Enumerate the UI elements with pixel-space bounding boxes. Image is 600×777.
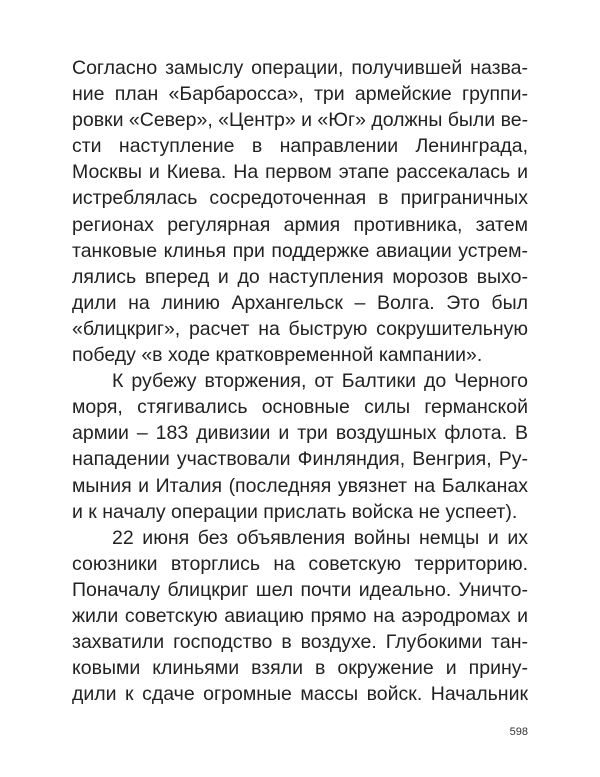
paragraph: [72, 368, 528, 525]
text-line: дили на линию Архангельск – Волга. Это был: [72, 291, 528, 314]
text-line: дили к сдаче огромные массы войск. Начальник: [72, 683, 528, 706]
text-line: Москвы и Киева. На первом этапе рассекалась и: [72, 161, 528, 184]
text-line: регионах регулярная армия противника, затем: [72, 213, 528, 236]
text-line: мыния и Италия (последняя увязнет на Балканах: [72, 474, 528, 497]
text-line: Согласно замыслу операции, получившей назва-: [72, 57, 528, 79]
text-line: захватили господство в воздухе. Глубокими тан-: [72, 631, 528, 654]
text-line: истреблялась сосредоточенная в приграничных: [72, 187, 528, 210]
paragraph: [72, 525, 528, 708]
text-line: победу «в ходе кратковременной кампании».: [72, 344, 483, 367]
text-line: армии – 183 дивизии и три воздушных флота. В: [72, 422, 528, 445]
text-line: ние план «Барбаросса», три армейские группи-: [72, 83, 528, 106]
page-body: [72, 55, 528, 707]
text-line: моря, стягивались основные силы германской: [72, 396, 528, 419]
text-line: лялись вперед и до наступления морозов выхо-: [72, 265, 528, 288]
page-number: 598: [509, 726, 528, 738]
text-line: союзники вторглись на советскую территорию.: [72, 552, 528, 575]
text-line: ровки «Север», «Центр» и «Юг» должны были ве-: [72, 109, 529, 132]
text-line: 22 июня без объявления войны немцы и их: [112, 526, 528, 549]
text-line: танковые клинья при поддержке авиации устрем-: [72, 239, 528, 262]
text-line: К рубежу вторжения, от Балтики до Черного: [112, 370, 528, 393]
text-line: Поначалу блицкриг шел почти идеально. Уничто-: [72, 578, 528, 601]
text-line: нападении участвовали Финляндия, Венгрия, Ру-: [72, 448, 528, 471]
text-line: ковыми клиньями взяли в окружение и прину-: [72, 657, 528, 680]
text-line: «блицкриг», расчет на быструю сокрушительную: [72, 317, 528, 340]
text-line: и к началу операции прислать войска не успеет).: [72, 500, 518, 523]
text-line: сти наступление в направлении Ленинграда,: [72, 135, 528, 158]
text-line: жили советскую авиацию прямо на аэродромах и: [72, 604, 528, 627]
paragraph: [72, 55, 528, 368]
